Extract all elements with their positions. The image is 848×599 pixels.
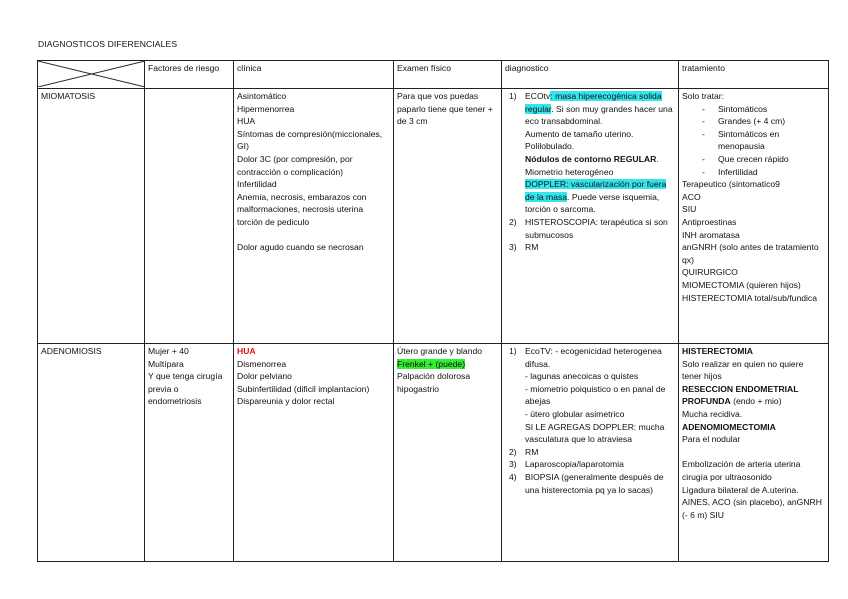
diagnostico-item: 1) EcoTV: - ecogenicidad heterogenea difusa. - lagunas anecoicas o quistes - miometrio poiquistico o en panal de abejas - útero globular asimetrico SI LE AGREGAS DOPPLER: mucha vasculatura que lo atraviesa — [509, 346, 666, 445]
differential-diagnosis-table — [37, 60, 829, 562]
cross-lines-icon — [38, 61, 145, 87]
diagnostico-item: 2) RM — [509, 446, 539, 457]
tratamiento-item: - Infertilidad — [682, 166, 824, 179]
diagnostico-item: 2) HISTEROSCOPIA: terapéutica si son submucosos — [509, 216, 668, 240]
clinica-hua-red: HUA — [237, 346, 256, 356]
miomatosis-examen: Para que vos puedas paparlo tiene que tener + de 3 cm — [394, 89, 502, 344]
miomatosis-factores — [145, 89, 234, 344]
clinica-line: Anemia, necrosis, embarazos con malformaciones, necrosis uterina torción de pediculo — [237, 191, 367, 227]
adenomiosis-clinica: HUA Dismenorrea Dolor pelviano Subinfertilidad (dificil implantacion) Dispareunia y dolor rectal — [234, 344, 394, 562]
adenomiosis-diagnostico — [502, 344, 679, 562]
clinica-line: Dolor agudo cuando se necrosan — [237, 242, 364, 253]
header-tratamiento: tratamiento — [679, 61, 829, 89]
header-examen: Examen físico — [394, 61, 502, 89]
adenomiosis-factores: Mujer + 40 Multípara Y que tenga cirugía previa o endometriosis — [145, 344, 234, 562]
highlight-cyan: DOPPLER: vascularización por fuera de la masa — [525, 179, 667, 202]
adenomiosis-examen: Útero grande y blando Frenkel + (puede) Palpación dolorosa hipogastrio — [394, 344, 502, 562]
header-row — [38, 61, 829, 89]
diagnostico-item: 4) BIOPSIA (generalmente después de una histerectomia pq ya lo sacas) — [509, 471, 664, 495]
adenomiosis-name: ADENOMIOSIS — [38, 344, 145, 562]
tratamiento-item: - Sintomáticos — [682, 103, 824, 116]
miomatosis-clinica — [234, 89, 394, 344]
clinica-line: Asintomático — [237, 91, 287, 101]
diagnostico-item: 1) ECOtv: masa hiperecogénica solida regular. Si son muy grandes hacer una eco transabdominal. Aumento de tamaño uterino. Polilobulado. Nódulos de contorno REGULAR. Miometrio heterogéneo DOPPLER: vascularización por fuera de la masa. Puede verse isquemia, torción o sarcoma. — [509, 91, 673, 215]
miomatosis-diagnostico — [502, 89, 679, 344]
tratamiento-item: - Grandes (+ 4 cm) — [682, 115, 824, 128]
adenomiosis-tratamiento: HISTERECTOMIA Solo realizar en quien no quiere tener hijos RESECCION ENDOMETRIAL PROFUNDA (endo + mio) Mucha recidiva. ADENOMIOMECTOMIA Para el nodular Embolización de arteria uterina cirugía por ultraosonido Ligadura bilateral de A.uterina. AINES, ACO (sin placebo), anGNRH (- 6 m) SIU — [679, 344, 829, 562]
miomatosis-row — [38, 89, 829, 344]
miomatosis-tratamiento: Solo tratar: - Sintomáticos - Grandes (+ 4 cm) - Sintomáticos en menopausia - Que crecen rápido - Infertilidad Terapeutico (sintomatico9 ACO SIU Antiproestinas INH aromatasa anGNRH (solo antes de tratamiento qx) QUIRURGICO MIOMECTOMIA (quieren hijos) HISTERECTOMIA total/sub/fundica — [679, 89, 829, 344]
header-diagnostico: diagnostico — [502, 61, 679, 89]
header-clinica: clínica — [234, 61, 394, 89]
miomatosis-name: MIOMATOSIS — [38, 89, 145, 344]
diagnostico-item: 3) Laparoscopia/laparotomia — [509, 459, 624, 470]
tratamiento-item: - Que crecen rápido — [682, 153, 824, 166]
adenomiosis-row — [38, 344, 829, 562]
clinica-line: HUA — [237, 116, 256, 127]
clinica-line: Infertilidad — [237, 179, 277, 190]
highlight-cyan: : masa hiperecogénica solida regular — [525, 91, 662, 114]
clinica-line: Dolor 3C (por compresión, por contracción o complicación) — [237, 153, 353, 177]
header-corner-cell — [38, 61, 145, 89]
header-factores: Factores de riesgo — [145, 61, 234, 89]
document-title: DIAGNOSTICOS DIFERENCIALES — [38, 39, 178, 49]
clinica-line: Síntomas de compresión(miccionales, GI) — [237, 128, 383, 152]
diagnostico-item: 3) RM — [509, 242, 539, 253]
tratamiento-item: - Sintomáticos en menopausia — [682, 128, 824, 153]
clinica-line: Hipermenorrea — [237, 103, 295, 114]
highlight-green: Frenkel + (puede) — [397, 358, 466, 369]
